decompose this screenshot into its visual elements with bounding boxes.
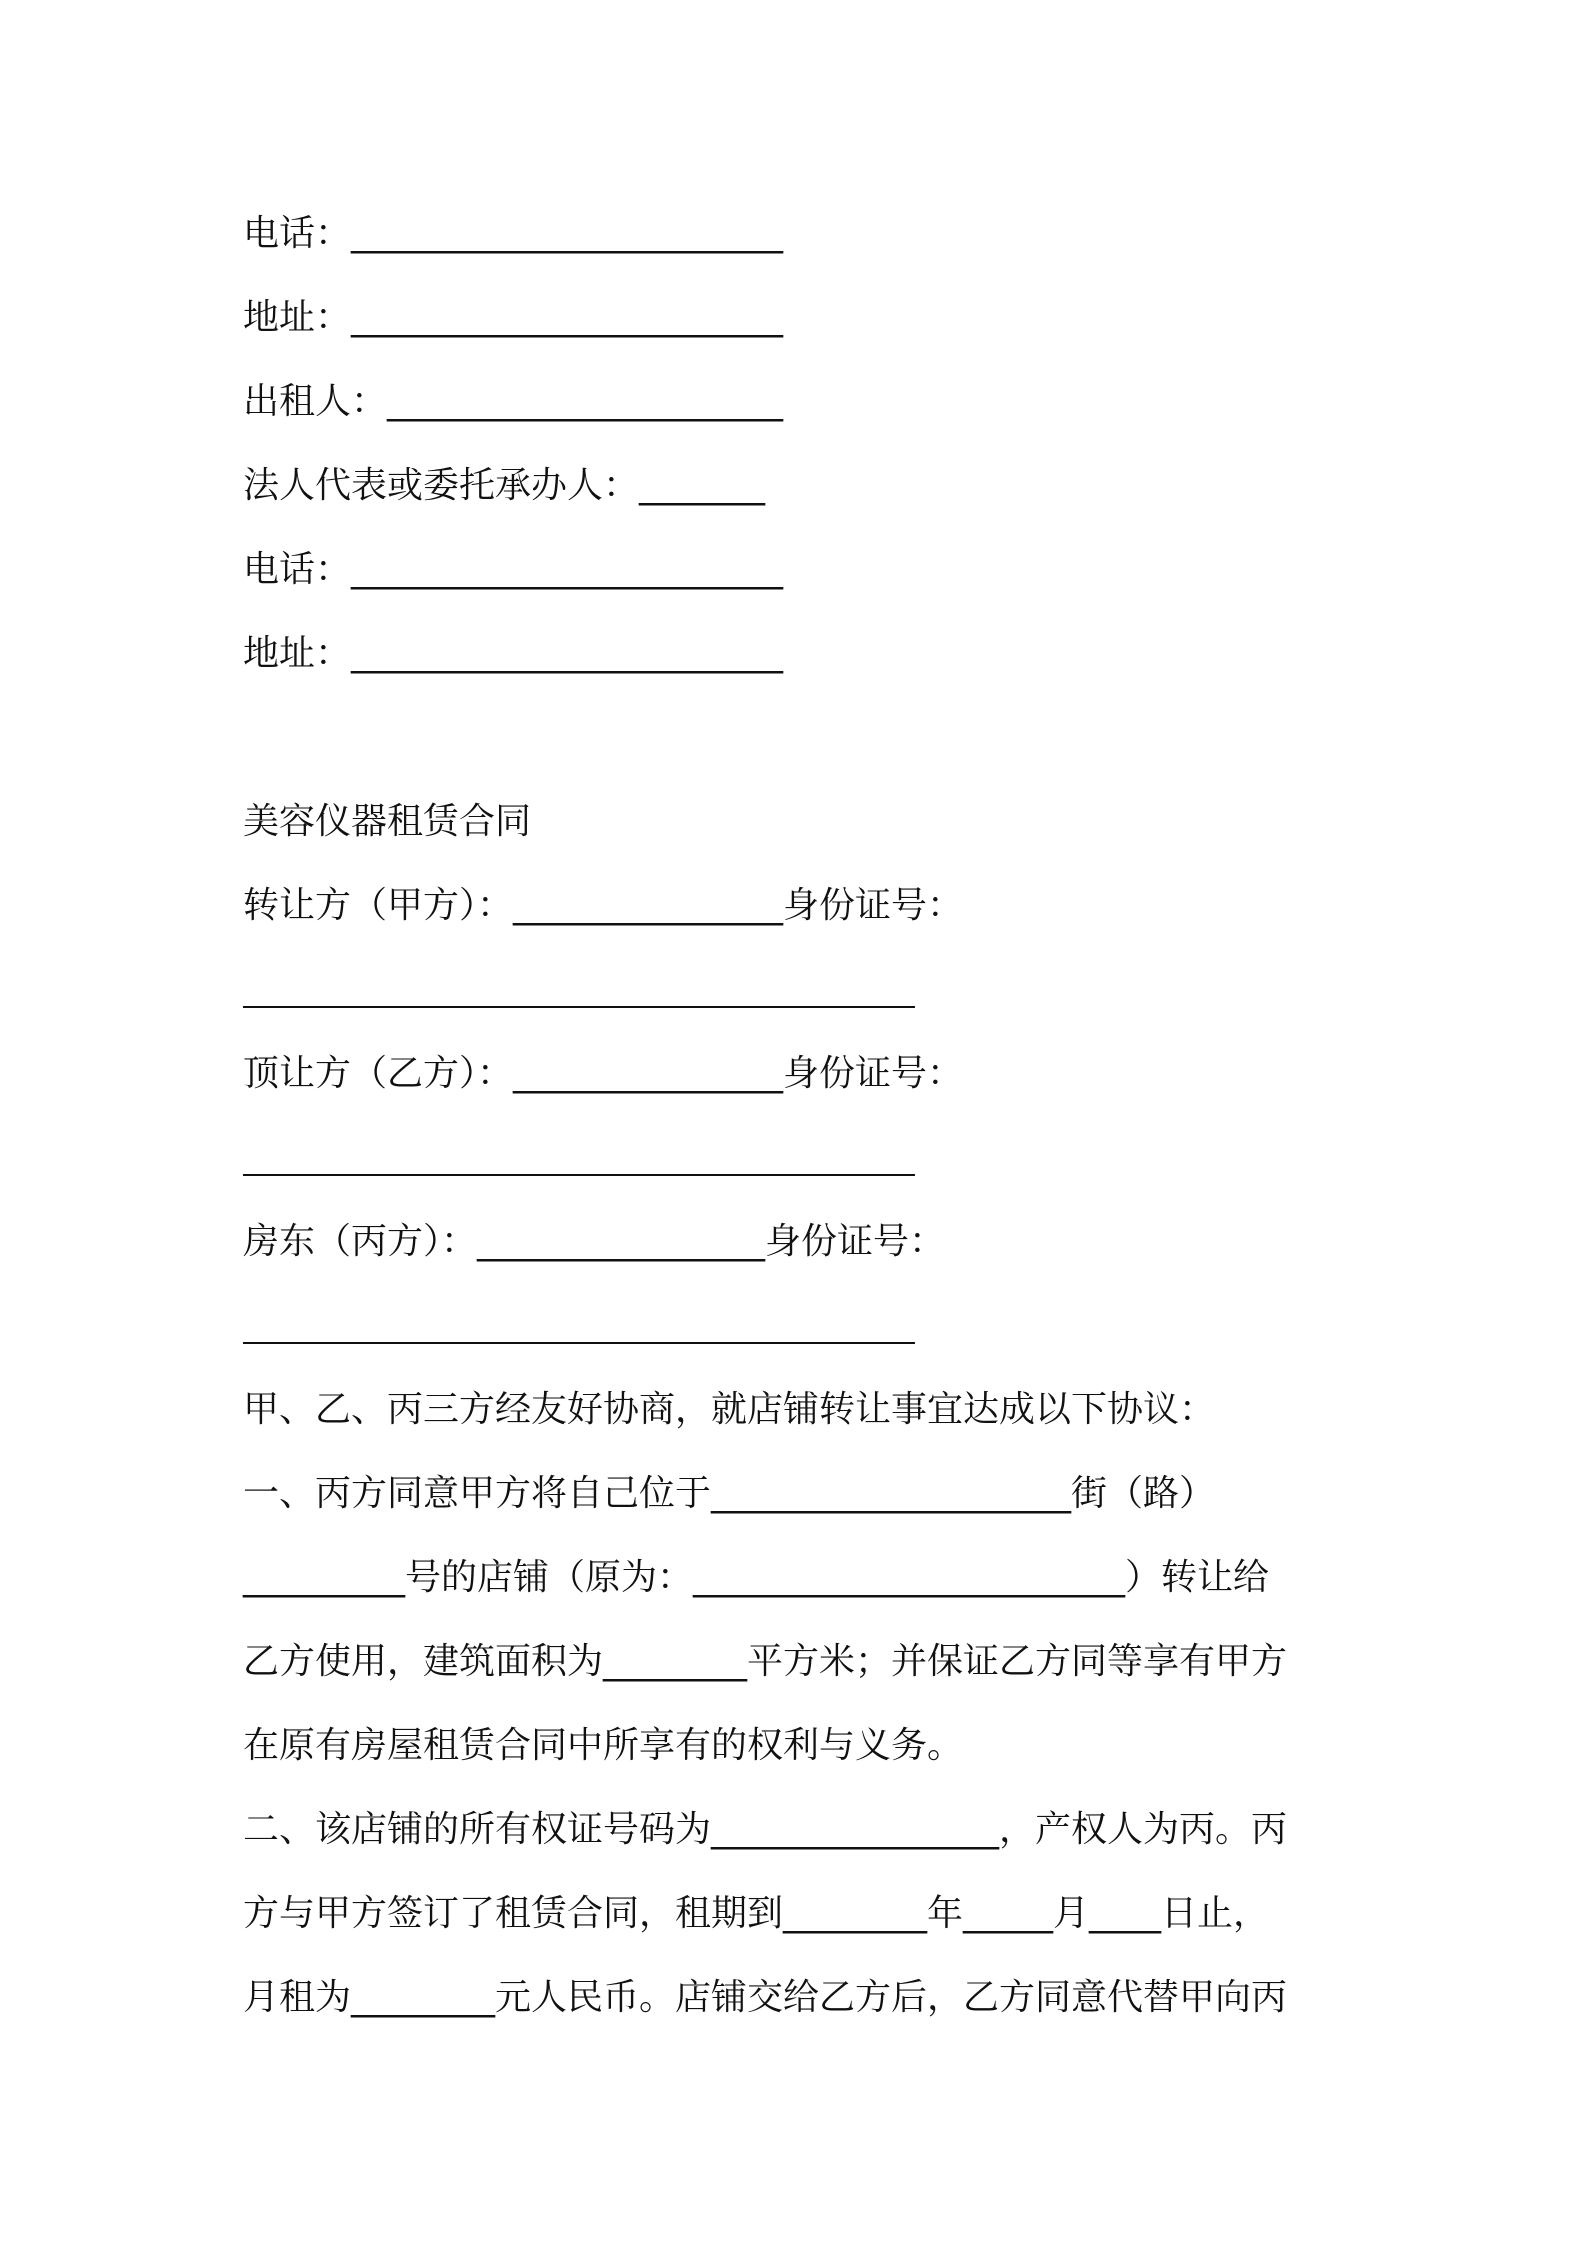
blank-rule: [243, 1174, 915, 1176]
blank-rule: [243, 1342, 915, 1344]
party-c-id-blank: [243, 1284, 1363, 1368]
phone-line-1: 电话：________________________: [243, 213, 784, 254]
clause-2-line-3: 月租为________元人民币。店铺交给乙方后，乙方同意代替甲向丙: [243, 1977, 1288, 2018]
legal-representative-line: 法人代表或委托承办人：_______: [243, 465, 766, 506]
address-line-1: 地址：________________________: [243, 297, 784, 338]
address-line-2: 地址：________________________: [243, 633, 784, 674]
clause-1-line-1: 一、丙方同意甲方将自己位于____________________街（路）: [243, 1473, 1216, 1514]
contract-title: 美容仪器租赁合同: [243, 801, 532, 842]
party-b-id-blank: [243, 1116, 1363, 1200]
document-page: [243, 192, 1363, 2040]
party-c-line: 房东（丙方）：________________身份证号：: [243, 1221, 946, 1262]
clause-1-line-2: _________号的店铺（原为：________________________）转让给: [243, 1557, 1270, 1598]
party-a-id-blank: [243, 948, 1363, 1032]
phone-line-2: 电话：________________________: [243, 549, 784, 590]
agreement-intro: 甲、乙、丙三方经友好协商，就店铺转让事宜达成以下协议：: [243, 1389, 1216, 1430]
party-a-line: 转让方（甲方）：_______________身份证号：: [243, 885, 964, 926]
blank-rule: [243, 1006, 915, 1008]
section-gap: [243, 696, 1363, 780]
clause-1-line-3: 乙方使用，建筑面积为________平方米；并保证乙方同等享有甲方: [243, 1641, 1288, 1682]
clause-2-line-2: 方与甲方签订了租赁合同，租期到________年_____月____日止，: [243, 1893, 1270, 1934]
clause-1-line-4: 在原有房屋租赁合同中所享有的权利与义务。: [243, 1725, 964, 1766]
lessor-line: 出租人：______________________: [243, 381, 784, 422]
clause-2-line-1: 二、该店铺的所有权证号码为________________，产权人为丙。丙: [243, 1809, 1288, 1850]
party-b-line: 顶让方（乙方）：_______________身份证号：: [243, 1053, 964, 1094]
